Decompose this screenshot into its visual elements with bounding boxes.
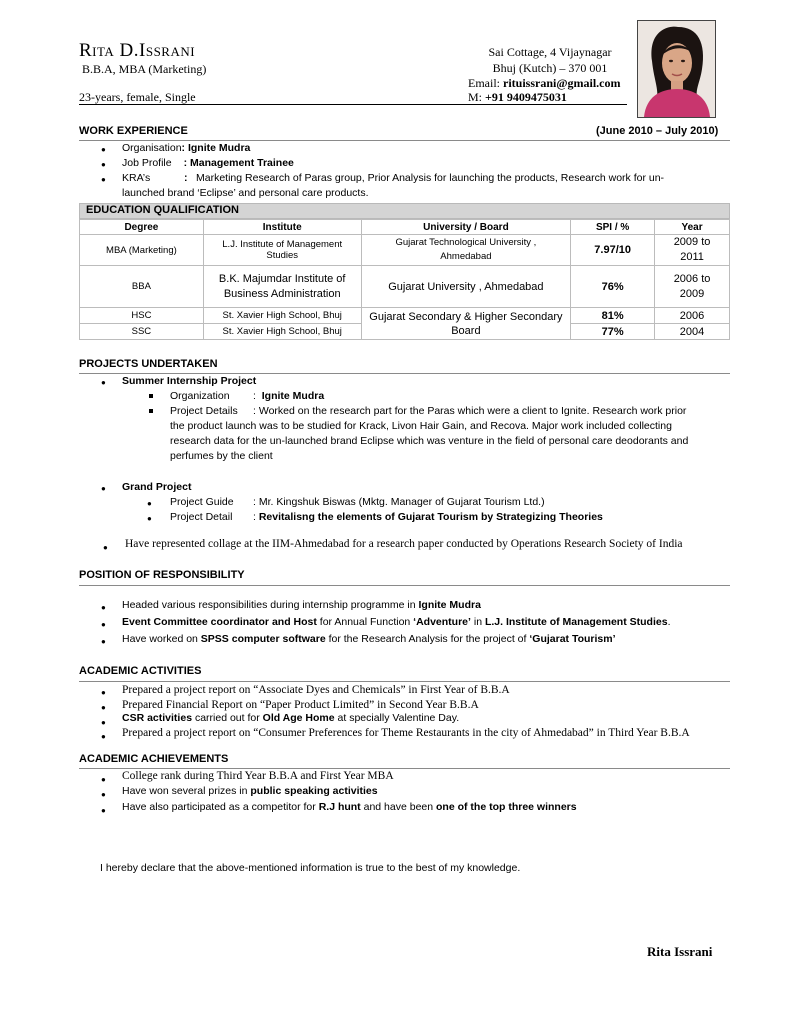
bullet-icon: ●: [101, 603, 106, 612]
profile-photo: [637, 20, 716, 118]
work-kra-line-2: launched brand ‘Eclipse’ and personal care products.: [122, 187, 369, 199]
cell-year: 2004: [655, 324, 730, 340]
bullet-icon: ●: [103, 543, 108, 552]
address-line-2: Bhuj (Kutch) – 370 001: [492, 61, 608, 75]
summer-details-line-2: the product launch was to be studied for Krack, Livon Hair Gain, and Recova. Major work included collecting: [170, 420, 672, 432]
table-row: [80, 308, 730, 324]
grand-project-title: Grand Project: [122, 481, 192, 493]
bullet-icon: ●: [101, 703, 106, 712]
table-row: [80, 266, 730, 308]
grand-detail: : Revitalisng the elements of Gujarat Tourism by Strategizing Theories: [253, 511, 603, 523]
education-table: [79, 219, 730, 340]
col-header-spi: SPI / %: [571, 220, 655, 235]
col-header-degree: Degree: [80, 220, 204, 235]
email-label: Email:: [468, 76, 503, 90]
declaration: I hereby declare that the above-mentioned information is true to the best of my knowledge.: [100, 862, 521, 874]
bullet-icon: ●: [101, 718, 106, 727]
table-header-row: [80, 220, 730, 235]
mobile-label: M:: [468, 90, 486, 104]
cell-institute: B.K. Majumdar Institute of Business Administration: [203, 266, 361, 308]
cell-institute: St. Xavier High School, Bhuj: [203, 324, 361, 340]
work-experience-heading: WORK EXPERIENCE: [79, 125, 188, 137]
activities-item-3: CSR activities carried out for Old Age Home at specially Valentine Day.: [122, 712, 460, 724]
table-row: [80, 235, 730, 266]
grand-guide-label: Project Guide: [170, 496, 234, 508]
grand-guide-value: : Mr. Kingshuk Biswas (Mktg. Manager of Gujarat Tourism Ltd.): [253, 496, 545, 508]
square-bullet-icon: [149, 409, 153, 413]
grand-detail-label: Project Detail: [170, 511, 233, 523]
activities-item-2: Prepared Financial Report on “Paper Product Limited” in Second Year B.B.A: [122, 699, 479, 711]
email-line: [468, 76, 621, 91]
summer-details-line-4: perfumes by the client: [170, 450, 273, 462]
responsibility-item-1: Headed various responsibilities during internship programme in Ignite Mudra: [122, 599, 481, 611]
bullet-icon: ●: [147, 514, 152, 523]
work-organisation: Organisation: Ignite Mudra: [122, 142, 251, 154]
achievements-heading: ACADEMIC ACHIEVEMENTS: [79, 753, 229, 765]
col-header-year: Year: [655, 220, 730, 235]
work-kra-label: KRA’s: [122, 172, 151, 184]
activities-item-4: Prepared a project report on “Consumer Preferences for Theme Restaurants in the city of Ahmedabad” in Third Year B.B.A: [122, 727, 690, 739]
cell-spi: 81%: [571, 308, 655, 324]
work-job-profile: Job Profile : Management Trainee: [122, 157, 294, 169]
responsibility-item-3: Have worked on SPSS computer software for the Research Analysis for the project of ‘Gujarat Tourism’: [122, 633, 616, 645]
work-kra-colon: :: [184, 172, 188, 184]
responsibility-heading: POSITION OF RESPONSIBILITY: [79, 569, 245, 581]
bullet-icon: ●: [101, 790, 106, 799]
bullet-icon: ●: [101, 688, 106, 697]
bullet-icon: ●: [101, 484, 106, 493]
cell-university: Gujarat Technological University , Ahmedabad: [361, 235, 571, 266]
cell-year: 2006: [655, 308, 730, 324]
summer-org: : Ignite Mudra: [253, 390, 325, 402]
cell-spi: 76%: [571, 266, 655, 308]
header-divider: [79, 104, 627, 105]
cell-university: Gujarat University , Ahmedabad: [361, 266, 571, 308]
bullet-icon: ●: [101, 637, 106, 646]
responsibility-item-2: Event Committee coordinator and Host for Annual Function ‘Adventure’ in L.J. Institute of Management Studies.: [122, 616, 671, 628]
iim-note: Have represented collage at the IIM-Ahmedabad for a research paper conducted by Operations Research Society of India: [125, 538, 683, 550]
candidate-degree: B.B.A, MBA (Marketing): [82, 62, 207, 76]
cell-degree: MBA (Marketing): [80, 235, 204, 266]
cell-spi: 77%: [571, 324, 655, 340]
achievements-item-3: Have also participated as a competitor for R.J hunt and have been one of the top three winners: [122, 801, 577, 813]
col-header-university: University / Board: [361, 220, 571, 235]
responsibility-rule: [79, 585, 730, 586]
square-bullet-icon: [149, 394, 153, 398]
work-period: (June 2010 – July 2010): [596, 125, 719, 137]
address-line-1: Sai Cottage, 4 Vijaynagar: [488, 45, 612, 59]
projects-heading: PROJECTS UNDERTAKEN: [79, 358, 218, 370]
cell-year: 2006 to 2009: [655, 266, 730, 308]
activities-item-1: Prepared a project report on “Associate Dyes and Chemicals” in First Year of B.B.A: [122, 684, 510, 696]
candidate-personal-info: 23-years, female, Single: [79, 90, 196, 104]
candidate-name: Rita D.Issrani: [79, 40, 196, 61]
summer-details-label: Project Details: [170, 405, 238, 417]
bullet-icon: ●: [101, 145, 106, 154]
cell-degree: HSC: [80, 308, 204, 324]
work-kra-line-1: Marketing Research of Paras group, Prior Analysis for launching the products, Research work for un-: [196, 172, 665, 184]
bullet-icon: ●: [101, 160, 106, 169]
summer-details-line-3: research data for the un-launched brand Eclipse which was venture in the field of personal care deodorants and: [170, 435, 689, 447]
cell-year: 2009 to 2011: [655, 235, 730, 266]
cell-degree: BBA: [80, 266, 204, 308]
bullet-icon: ●: [147, 499, 152, 508]
achievements-item-1: College rank during Third Year B.B.A and First Year MBA: [122, 770, 394, 782]
mobile-line: [468, 90, 567, 105]
bullet-icon: ●: [101, 775, 106, 784]
education-heading-bar: [79, 203, 730, 219]
signature: Rita Issrani: [647, 944, 713, 959]
cell-institute: L.J. Institute of Management Studies: [203, 235, 361, 266]
achievements-item-2: Have won several prizes in public speaking activities: [122, 785, 378, 797]
bullet-icon: ●: [101, 620, 106, 629]
cell-spi: 7.97/10: [571, 235, 655, 266]
summer-project-title: Summer Internship Project: [122, 375, 257, 387]
education-heading: EDUCATION QUALIFICATION: [86, 204, 239, 216]
bullet-icon: ●: [101, 378, 106, 387]
summer-details-line-1: : Worked on the research part for the Paras which were a client to Ignite. Research work prior: [253, 405, 687, 417]
col-header-institute: Institute: [203, 220, 361, 235]
cell-degree: SSC: [80, 324, 204, 340]
activities-rule: [79, 681, 730, 682]
bullet-icon: ●: [101, 175, 106, 184]
cell-board-shared: Gujarat Secondary & Higher Secondary Board: [361, 308, 571, 340]
achievements-rule: [79, 768, 730, 769]
email-value: rituissrani@gmail.com: [503, 76, 621, 90]
activities-heading: ACADEMIC ACTIVITIES: [79, 665, 202, 677]
summer-org-label: Organization: [170, 390, 230, 402]
mobile-value: +91 9409475031: [485, 90, 567, 104]
cell-institute: St. Xavier High School, Bhuj: [203, 308, 361, 324]
bullet-icon: ●: [101, 732, 106, 741]
bullet-icon: ●: [101, 806, 106, 815]
